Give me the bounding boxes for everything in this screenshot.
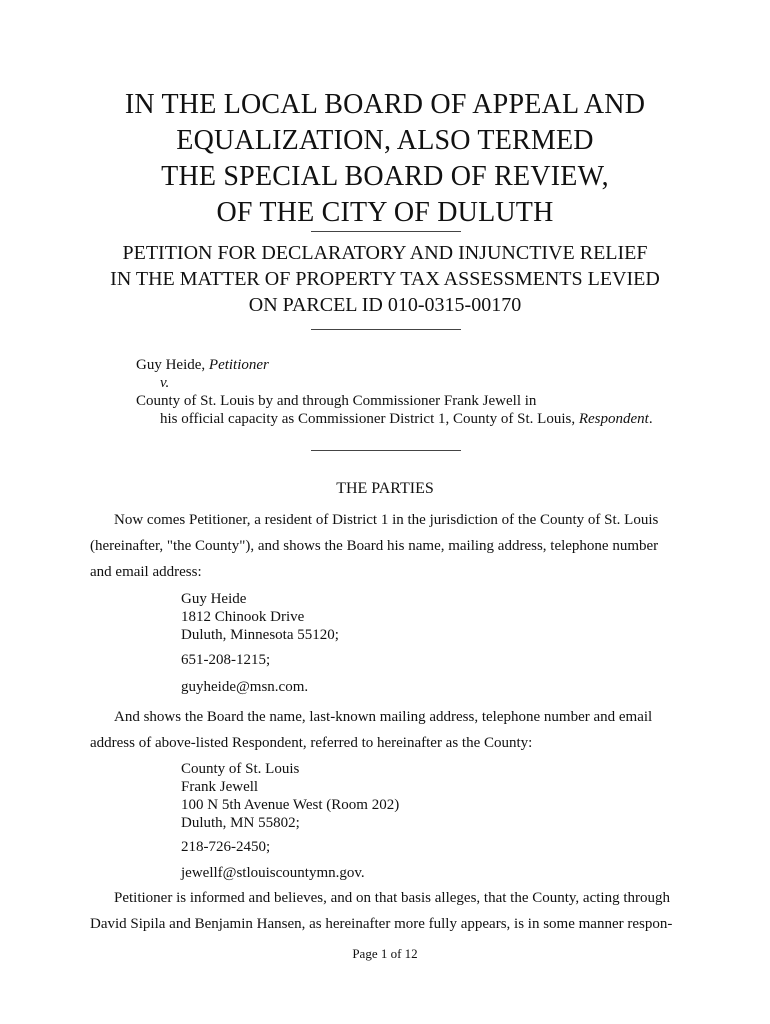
petitioner-email: guyheide@msn.com. bbox=[181, 679, 309, 695]
caption-divider bbox=[311, 450, 461, 451]
petitioner-role: Petitioner bbox=[208, 357, 269, 373]
caption-petitioner bbox=[136, 356, 653, 374]
title-line-1: IN THE LOCAL BOARD OF APPEAL AND bbox=[124, 89, 646, 120]
title-line-4: OF THE CITY OF DULUTH bbox=[216, 197, 554, 228]
respondent-contact-street: 100 N 5th Avenue West (Room 202) bbox=[181, 797, 400, 813]
petitioner-contact-street: 1812 Chinook Drive bbox=[181, 609, 305, 625]
respondent-address bbox=[181, 760, 399, 832]
document-title bbox=[0, 87, 770, 231]
title-line-2: EQUALIZATION, ALSO TERMED bbox=[176, 125, 594, 156]
page-number: Page 1 of 12 bbox=[352, 946, 418, 961]
caption-versus: v. bbox=[160, 375, 170, 391]
title-divider bbox=[311, 231, 461, 232]
paragraph-line: David Sipila and Benjamin Hansen, as hereinafter more fully appears, is in some manner respon- bbox=[90, 916, 673, 932]
subtitle-line-2: IN THE MATTER OF PROPERTY TAX ASSESSMENTS LEVIED bbox=[110, 268, 660, 290]
title-line-3: THE SPECIAL BOARD OF REVIEW, bbox=[161, 161, 609, 192]
subtitle-line-3: ON PARCEL ID 010-0315-00170 bbox=[248, 294, 522, 316]
petition-subtitle bbox=[0, 240, 770, 318]
paragraph-line: Petitioner is informed and believes, and on that basis alleges, that the County, acting through bbox=[114, 890, 670, 906]
respondent-contact-org: County of St. Louis bbox=[181, 761, 300, 777]
subtitle-line-1: PETITION FOR DECLARATORY AND INJUNCTIVE RELIEF bbox=[122, 242, 648, 264]
respondent-phone: 218-726-2450; bbox=[181, 839, 271, 855]
parties-paragraph-1 bbox=[90, 507, 690, 585]
paragraph-line: address of above-listed Respondent, referred to hereinafter as the County: bbox=[90, 735, 533, 751]
respondent-role: Respondent bbox=[578, 411, 649, 427]
paragraph-line: And shows the Board the name, last-known mailing address, telephone number and email bbox=[114, 709, 653, 725]
section-heading: THE PARTIES bbox=[336, 480, 434, 497]
petitioner-contact-name: Guy Heide bbox=[181, 591, 247, 607]
parties-paragraph-3 bbox=[90, 885, 690, 937]
caption-respondent-line-1: County of St. Louis by and through Commissioner Frank Jewell in bbox=[136, 393, 537, 409]
parties-paragraph-2 bbox=[90, 704, 690, 756]
paragraph-line: and email address: bbox=[90, 564, 202, 580]
petitioner-contact-city: Duluth, Minnesota 55120; bbox=[181, 627, 339, 643]
respondent-contact-city: Duluth, MN 55802; bbox=[181, 815, 300, 831]
petitioner-phone: 651-208-1215; bbox=[181, 652, 271, 668]
case-caption bbox=[136, 356, 653, 428]
paragraph-line: Now comes Petitioner, a resident of District 1 in the jurisdiction of the County of St. Louis bbox=[114, 512, 659, 528]
respondent-capacity: his official capacity as Commissioner District 1, County of St. Louis, bbox=[160, 411, 579, 427]
respondent-contact-name: Frank Jewell bbox=[181, 779, 259, 795]
caption-respondent-line-2 bbox=[136, 410, 653, 428]
petitioner-name: Guy Heide, bbox=[136, 357, 209, 373]
respondent-end: . bbox=[648, 411, 653, 427]
paragraph-line: (hereinafter, "the County"), and shows the Board his name, mailing address, telephone number bbox=[90, 538, 659, 554]
petitioner-address bbox=[181, 590, 339, 644]
respondent-email: jewellf@stlouiscountymn.gov. bbox=[181, 865, 365, 881]
subtitle-divider bbox=[311, 329, 461, 330]
